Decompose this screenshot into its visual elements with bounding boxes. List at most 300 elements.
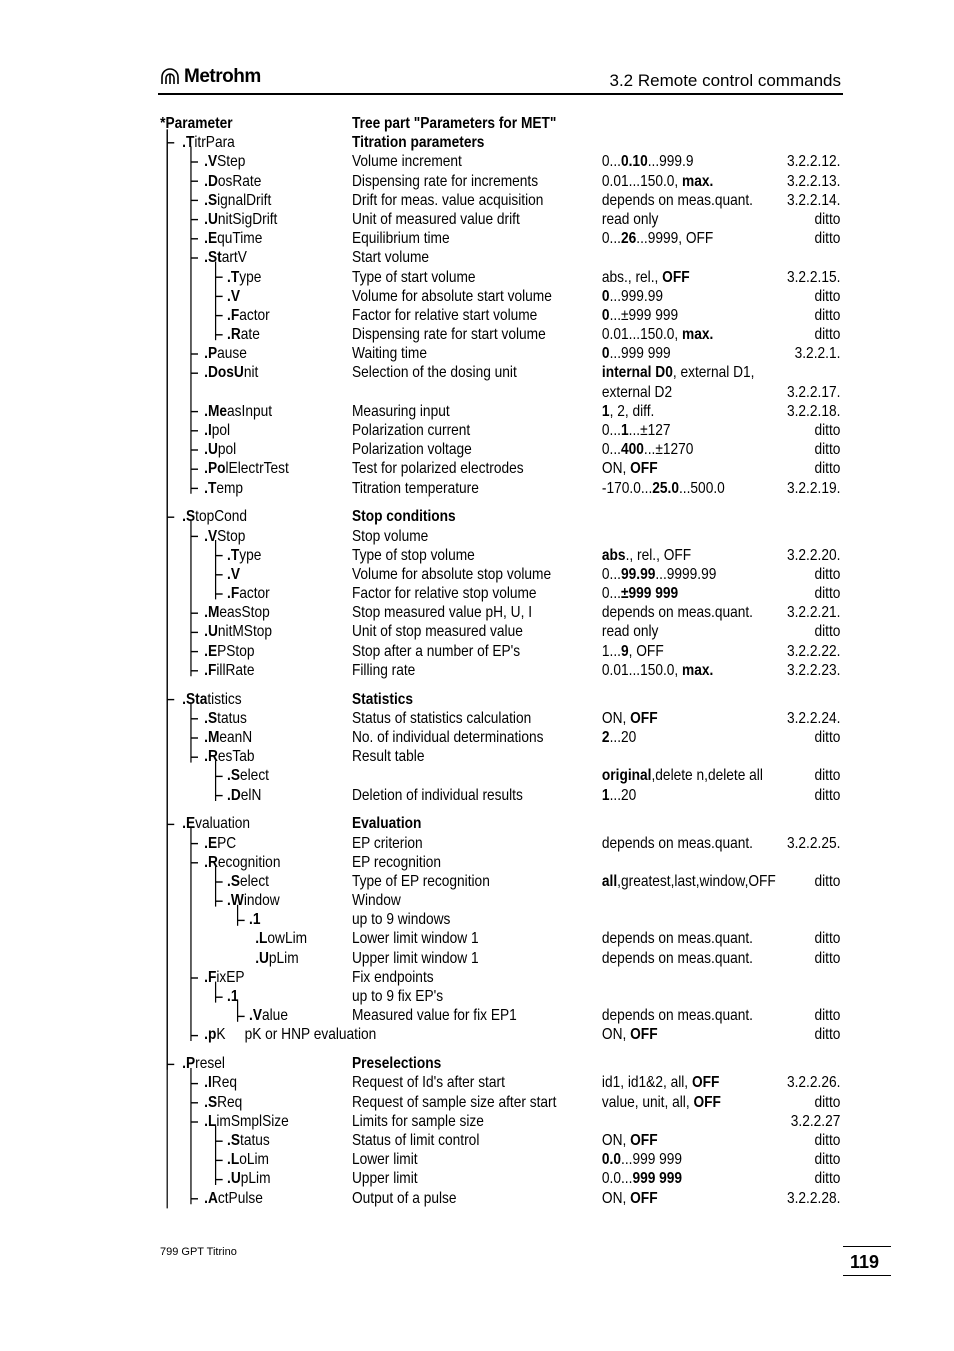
- table-row: [0, 642, 954, 661]
- table-row: [0, 1093, 954, 1112]
- parameter-range: 0.01...150.0, max.: [601, 326, 714, 344]
- brand-name: Metrohm: [184, 66, 261, 87]
- parameter-name-key: .1: [249, 911, 261, 929]
- parameter-description: Titration temperature: [352, 479, 479, 497]
- parameter-reference: 3.2.2.28.: [786, 1189, 841, 1207]
- parameter-range: read only: [601, 210, 659, 228]
- parameter-description: Unit of stop measured value: [352, 623, 523, 641]
- parameter-range: 0.01...150.0, max.: [601, 661, 714, 679]
- table-row: [0, 584, 954, 603]
- parameter-description: Stop volume: [352, 527, 429, 545]
- parameter-name-rest: Step: [217, 153, 246, 171]
- parameter-range: 0.0...999 999: [601, 1170, 683, 1188]
- table-row: [0, 891, 954, 910]
- parameter-description: Fix endpoints: [352, 968, 434, 986]
- parameter-name-rest: pLim: [268, 949, 299, 967]
- parameter-name-rest: ate: [240, 326, 260, 344]
- parameter-reference: ditto: [814, 623, 841, 641]
- parameter-name: [182, 814, 250, 833]
- parameter-name-key: .F: [204, 968, 217, 986]
- table-row: [0, 853, 954, 872]
- parameter-range: 0...±999 999: [601, 306, 679, 324]
- table-row: [0, 1112, 954, 1131]
- parameter-name-rest: elN: [240, 786, 262, 804]
- brand-logo: [160, 66, 261, 88]
- parameter-name-rest: artV: [221, 249, 247, 267]
- parameter-name-key: .I: [204, 422, 212, 439]
- parameter-description: Polarization current: [352, 422, 471, 439]
- parameter-name-key: .W: [227, 892, 244, 910]
- parameter-name-rest: tistics: [207, 690, 242, 708]
- parameter-reference: 3.2.2.15.: [786, 268, 841, 286]
- parameter-name-rest: esTab: [217, 748, 255, 766]
- parameter-name-rest: valuation: [195, 815, 251, 833]
- parameter-reference: ditto: [814, 767, 841, 785]
- parameter-name: [227, 987, 238, 1006]
- parameter-name-key: .DosU: [204, 364, 244, 382]
- parameter-range: 0...999 999: [601, 345, 671, 363]
- parameter-name: [182, 690, 241, 709]
- parameter-name-key: .F: [204, 661, 217, 679]
- table-row: [0, 814, 954, 833]
- parameter-description: Evaluation: [352, 815, 422, 833]
- parameter-name-rest: K pK or HNP evaluation: [216, 1026, 377, 1044]
- parameter-range: 0.0...999 999: [601, 1151, 683, 1169]
- parameter-description: Request of Id's after start: [352, 1074, 505, 1092]
- parameter-description: No. of individual determinations: [352, 729, 544, 746]
- parameter-name-rest: tatus: [240, 1131, 270, 1149]
- parameter-range: depends on meas.quant.: [601, 834, 753, 852]
- parameter-range: id1, id1&2, all, OFF: [601, 1074, 720, 1092]
- table-row: [0, 910, 954, 929]
- parameter-description: Polarization voltage: [352, 441, 472, 459]
- parameter-range: depends on meas.quant.: [601, 1007, 753, 1025]
- parameter-range: ON, OFF: [601, 709, 658, 727]
- parameter-description: Window: [352, 892, 401, 910]
- table-row: [0, 172, 954, 191]
- parameter-description: Volume for absolute stop volume: [352, 565, 552, 583]
- table-row: [0, 287, 954, 306]
- parameter-name-rest: Req: [217, 1093, 243, 1111]
- parameter-name-key: .V: [204, 527, 218, 545]
- parameter-name-rest: ignalDrift: [217, 191, 272, 209]
- parameter-description: Type of EP recognition: [352, 872, 490, 890]
- parameter-reference: 3.2.2.18.: [786, 402, 841, 420]
- parameter-name-key: .T: [204, 479, 217, 497]
- table-row: [0, 872, 954, 891]
- parameter-name-key: .Me: [204, 402, 228, 420]
- table-row: [0, 690, 954, 709]
- parameter-description: Factor for relative stop volume: [352, 585, 537, 603]
- parameter-name-key: .M: [204, 604, 220, 622]
- parameter-name-rest: oLim: [239, 1151, 269, 1169]
- parameter-name-key: .E: [204, 230, 218, 248]
- parameter-name-rest: quTime: [217, 230, 263, 248]
- table-row: [0, 1025, 954, 1044]
- table-row: [0, 1169, 954, 1188]
- parameter-name-key: .R: [204, 853, 218, 871]
- parameter-description: Preselections: [352, 1055, 442, 1073]
- table-row: [0, 191, 954, 210]
- parameter-reference: 3.2.2.17.: [786, 383, 841, 401]
- parameter-reference: ditto: [814, 949, 841, 967]
- parameter-description: Dispensing rate for increments: [352, 172, 539, 190]
- parameter-name-key: .S: [204, 1093, 218, 1111]
- parameter-name: [182, 507, 247, 526]
- parameter-name-key: .D: [227, 786, 241, 804]
- parameter-name-key: .S: [227, 1131, 241, 1149]
- parameter-description: Tree part "Parameters for MET": [352, 115, 557, 132]
- table-row: [0, 306, 954, 325]
- parameter-reference: 3.2.2.13.: [786, 172, 841, 190]
- parameter-name-rest: PC: [217, 834, 237, 852]
- table-row: [0, 229, 954, 248]
- parameter-name: [204, 968, 244, 987]
- parameter-reference: ditto: [814, 422, 841, 439]
- parameter-range: depends on meas.quant.: [601, 191, 753, 209]
- parameter-range: ON, OFF: [601, 1026, 658, 1044]
- parameter-name-key: .R: [227, 326, 241, 344]
- table-row: [0, 546, 954, 565]
- parameter-name-rest: actor: [239, 585, 270, 603]
- parameter-reference: ditto: [814, 326, 841, 344]
- parameter-range: internal D0, external D1,: [601, 364, 755, 382]
- parameter-range: abs., rel., OFF: [601, 546, 692, 564]
- table-row: [0, 479, 954, 498]
- parameter-name-key: .L: [255, 930, 268, 948]
- parameter-description: Stop after a number of EP's: [352, 642, 521, 660]
- parameter-description: Dispensing rate for start volume: [352, 326, 546, 344]
- parameter-reference: ditto: [814, 460, 841, 478]
- parameter-description: Measuring input: [352, 402, 450, 420]
- parameter-reference: ditto: [814, 786, 841, 804]
- parameter-name-rest: illRate: [216, 661, 255, 679]
- section-gap: [0, 1045, 954, 1055]
- section-gap: [0, 680, 954, 690]
- parameter-description: Statistics: [352, 690, 414, 708]
- parameter-reference: ditto: [814, 585, 841, 603]
- parameter-description: Deletion of individual results: [352, 786, 523, 804]
- parameter-reference: ditto: [814, 1026, 841, 1044]
- parameter-range: 1...9, OFF: [601, 642, 664, 660]
- table-row: [0, 440, 954, 459]
- table-row: [0, 344, 954, 363]
- parameter-name-key: .1: [227, 988, 239, 1006]
- parameter-reference: ditto: [814, 1151, 841, 1169]
- parameter-name-key: .L: [227, 1151, 240, 1169]
- parameter-description: Result table: [352, 748, 425, 766]
- parameter-name-key: .U: [255, 949, 269, 967]
- parameter-name-rest: nitMStop: [217, 623, 273, 641]
- table-row: [0, 728, 954, 747]
- parameter-reference: ditto: [814, 230, 841, 248]
- parameter-description: Unit of measured value drift: [352, 210, 520, 228]
- parameter-name: [204, 853, 280, 872]
- table-row: [0, 987, 954, 1006]
- table-row: [0, 133, 954, 152]
- parameter-name-key: .p: [204, 1026, 217, 1044]
- parameter-name: [204, 527, 245, 546]
- parameter-range: 1, 2, diff.: [601, 402, 655, 420]
- parameter-name-key: *Parameter: [160, 115, 233, 132]
- parameter-name: [204, 363, 258, 382]
- parameter-range: ON, OFF: [601, 1131, 658, 1149]
- parameter-name-key: .V: [249, 1007, 263, 1025]
- parameter-reference: 3.2.2.14.: [786, 191, 841, 209]
- parameter-range: -170.0...25.0...500.0: [601, 479, 725, 497]
- parameter-description: EP recognition: [352, 853, 442, 871]
- section-gap: [0, 805, 954, 815]
- parameter-name-key: .I: [204, 1074, 212, 1092]
- parameter-name-rest: pol: [211, 422, 231, 439]
- table-row: [0, 1150, 954, 1169]
- parameter-reference: ditto: [814, 1131, 841, 1149]
- table-row: [0, 661, 954, 680]
- table-row: [0, 383, 954, 402]
- table-row: [0, 402, 954, 421]
- parameter-name-rest: tatus: [217, 709, 247, 727]
- parameter-description: Request of sample size after start: [352, 1093, 557, 1111]
- parameter-name-rest: Req: [211, 1074, 237, 1092]
- parameter-description: Lower limit window 1: [352, 930, 479, 948]
- parameter-name-rest: pLim: [240, 1170, 271, 1188]
- parameter-reference: ditto: [814, 872, 841, 890]
- parameter-name-rest: Stop: [217, 527, 246, 545]
- table-row: [0, 968, 954, 987]
- parameter-description: Upper limit: [352, 1170, 418, 1188]
- parameter-reference: ditto: [814, 210, 841, 228]
- parameter-name-key: .T: [227, 268, 240, 286]
- parameter-name-key: .P: [182, 1055, 196, 1073]
- parameter-reference: ditto: [814, 441, 841, 459]
- metrohm-icon: [160, 68, 180, 86]
- parameter-name-key: .V: [204, 153, 218, 171]
- parameter-range: 0...99.99...9999.99: [601, 565, 717, 583]
- parameter-reference: ditto: [814, 1007, 841, 1025]
- parameter-name-key: .Po: [204, 460, 226, 478]
- parameter-name-rest: ecognition: [217, 853, 281, 871]
- parameter-name-rest: imSmplSize: [216, 1112, 289, 1130]
- parameter-reference: ditto: [814, 729, 841, 746]
- table-row: [0, 421, 954, 440]
- section-title: 3.2 Remote control commands: [609, 71, 841, 90]
- table-row: [0, 929, 954, 948]
- parameter-range: depends on meas.quant.: [601, 604, 753, 622]
- parameter-range: depends on meas.quant.: [601, 949, 753, 967]
- parameter-name-rest: ype: [239, 546, 262, 564]
- parameter-name-key: .S: [227, 767, 241, 785]
- parameter-range: external D2: [601, 383, 673, 401]
- parameter-name: [182, 1054, 225, 1073]
- table-row: [0, 152, 954, 171]
- parameter-name: [249, 910, 260, 929]
- parameter-range: 2...20: [601, 729, 637, 746]
- parameter-range: read only: [601, 623, 659, 641]
- parameter-description: Drift for meas. value acquisition: [352, 191, 544, 209]
- table-row: [0, 527, 954, 546]
- parameter-name: [160, 114, 232, 133]
- parameter-name-rest: pol: [217, 441, 237, 459]
- table-row: [0, 1054, 954, 1073]
- parameter-name-rest: resel: [195, 1055, 225, 1073]
- parameter-name-rest: nit: [243, 364, 259, 382]
- parameter-description: Test for polarized electrodes: [352, 460, 524, 478]
- parameter-reference: 3.2.2.22.: [786, 642, 841, 660]
- parameter-description: Output of a pulse: [352, 1189, 457, 1207]
- parameter-description: Lower limit: [352, 1151, 418, 1169]
- parameter-name-key: .A: [204, 1189, 218, 1207]
- parameter-range: depends on meas.quant.: [601, 930, 753, 948]
- table-row: [0, 459, 954, 478]
- parameter-name-key: .L: [204, 1112, 217, 1130]
- parameter-name-rest: lElectrTest: [225, 460, 289, 478]
- parameter-name-rest: itrPara: [194, 134, 235, 152]
- parameter-range: ON, OFF: [601, 460, 658, 478]
- parameter-name-rest: eanN: [219, 729, 253, 746]
- table-row: [0, 1131, 954, 1150]
- parameter-range: ON, OFF: [601, 1189, 658, 1207]
- parameter-reference: 3.2.2.25.: [786, 834, 841, 852]
- parameter-description: Limits for sample size: [352, 1112, 484, 1130]
- parameter-name-key: .S: [204, 191, 218, 209]
- parameter-description: Measured value for fix EP1: [352, 1007, 517, 1025]
- parameter-range: 0...999.99: [601, 287, 663, 305]
- table-row: [0, 709, 954, 728]
- parameter-range: all,greatest,last,window,OFF: [601, 872, 776, 890]
- table-row: [0, 565, 954, 584]
- table-row: [0, 507, 954, 526]
- parameter-description: Status of limit control: [352, 1131, 480, 1149]
- parameter-name-rest: actor: [239, 306, 270, 324]
- table-row: [0, 786, 954, 805]
- table-row: [0, 747, 954, 766]
- parameter-name-rest: elect: [240, 872, 270, 890]
- parameter-description: Type of stop volume: [352, 546, 475, 564]
- parameter-name-rest: ype: [239, 268, 262, 286]
- table-row: [0, 210, 954, 229]
- parameter-name-key: .St: [204, 249, 222, 267]
- parameter-name-rest: topCond: [195, 508, 248, 526]
- parameter-reference: ditto: [814, 1093, 841, 1111]
- table-row: [0, 325, 954, 344]
- parameter-name-key: .T: [182, 134, 195, 152]
- table-row: [0, 363, 954, 382]
- parameter-range: 0...1...±127: [601, 422, 671, 439]
- parameter-name-rest: ctPulse: [217, 1189, 263, 1207]
- page-number: 119: [850, 1252, 880, 1272]
- parameter-range: 1...20: [601, 786, 637, 804]
- parameter-description: Volume for absolute start volume: [352, 287, 552, 305]
- parameter-name: [182, 133, 235, 152]
- parameter-name-key: .S: [227, 872, 241, 890]
- table-row: [0, 603, 954, 622]
- parameter-reference: 3.2.2.26.: [786, 1074, 841, 1092]
- page-number-rule-bottom: [843, 1275, 891, 1276]
- parameter-name-rest: PStop: [217, 642, 255, 660]
- parameter-reference: ditto: [814, 565, 841, 583]
- parameter-description: Factor for relative start volume: [352, 306, 538, 324]
- parameter-reference: 3.2.2.19.: [786, 479, 841, 497]
- parameter-reference: ditto: [814, 930, 841, 948]
- parameter-range: 0...26...9999, OFF: [601, 230, 714, 248]
- parameter-range: original,delete n,delete all: [601, 767, 763, 785]
- table-row: [0, 766, 954, 785]
- parameter-name-rest: owLim: [267, 930, 308, 948]
- parameter-reference: 3.2.2.24.: [786, 709, 841, 727]
- parameter-name: [204, 248, 247, 267]
- parameter-name-key: .M: [204, 729, 220, 746]
- parameter-range: 0.01...150.0, max.: [601, 172, 714, 190]
- parameter-name-rest: emp: [216, 479, 244, 497]
- parameter-description: Selection of the dosing unit: [352, 364, 517, 382]
- parameter-description: Filling rate: [352, 661, 416, 679]
- parameter-description: Stop measured value pH, U, I: [352, 604, 533, 622]
- parameter-name-key: .S: [204, 709, 218, 727]
- section-gap: [0, 498, 954, 508]
- parameter-range: abs., rel., OFF: [601, 268, 690, 286]
- parameter-name-key: .U: [227, 1170, 241, 1188]
- parameter-description: Type of start volume: [352, 268, 476, 286]
- parameter-name-rest: alue: [262, 1007, 288, 1025]
- parameter-reference: 3.2.2.27: [790, 1112, 841, 1130]
- parameter-name-key: .P: [204, 345, 218, 363]
- parameter-description: up to 9 windows: [352, 911, 451, 929]
- parameter-name-rest: osRate: [217, 172, 262, 190]
- table-row: [0, 1189, 954, 1208]
- footer-product: 799 GPT Titrino: [160, 1246, 237, 1258]
- parameter-name-key: .T: [227, 546, 240, 564]
- parameter-name-rest: easStop: [219, 604, 270, 622]
- parameter-description: Volume increment: [352, 153, 462, 171]
- table-row: [0, 268, 954, 287]
- parameter-name-key: .Sta: [182, 690, 208, 708]
- parameter-range: value, unit, all, OFF: [601, 1093, 721, 1111]
- parameter-reference: 3.2.2.21.: [786, 604, 841, 622]
- table-row: [0, 622, 954, 641]
- parameter-description: Waiting time: [352, 345, 427, 363]
- parameter-range: 0...0.10...999.9: [601, 153, 694, 171]
- table-row: [0, 1006, 954, 1025]
- parameter-name-key: .E: [182, 815, 196, 833]
- parameter-reference: 3.2.2.12.: [786, 153, 841, 171]
- parameter-name-rest: asInput: [227, 402, 273, 420]
- parameter-description: Equilibrium time: [352, 230, 450, 248]
- parameter-reference: ditto: [814, 1170, 841, 1188]
- parameter-name-rest: indow: [243, 892, 280, 910]
- parameter-name-key: .F: [227, 585, 240, 603]
- parameter-name-key: .U: [204, 623, 218, 641]
- parameter-reference: 3.2.2.1.: [794, 345, 841, 363]
- parameter-reference: 3.2.2.23.: [786, 661, 841, 679]
- parameter-name-key: .V: [227, 287, 241, 305]
- parameter-name-key: .U: [204, 210, 218, 228]
- parameter-name: [227, 891, 280, 910]
- parameter-description: Titration parameters: [352, 134, 485, 152]
- parameter-range: 0...400...±1270: [601, 441, 694, 459]
- parameter-name-key: .F: [227, 306, 240, 324]
- parameter-name-key: .E: [204, 834, 218, 852]
- page-number-rule-top: [843, 1246, 891, 1247]
- parameter-name-key: .R: [204, 748, 218, 766]
- table-row: [0, 1073, 954, 1092]
- parameter-description: Stop conditions: [352, 508, 456, 526]
- parameter-name-key: .V: [227, 565, 241, 583]
- parameter-name-key: .U: [204, 441, 218, 459]
- table-row: [0, 949, 954, 968]
- parameter-description: Upper limit window 1: [352, 949, 479, 967]
- parameter-name-rest: ixEP: [216, 968, 245, 986]
- header-rule: [158, 93, 843, 95]
